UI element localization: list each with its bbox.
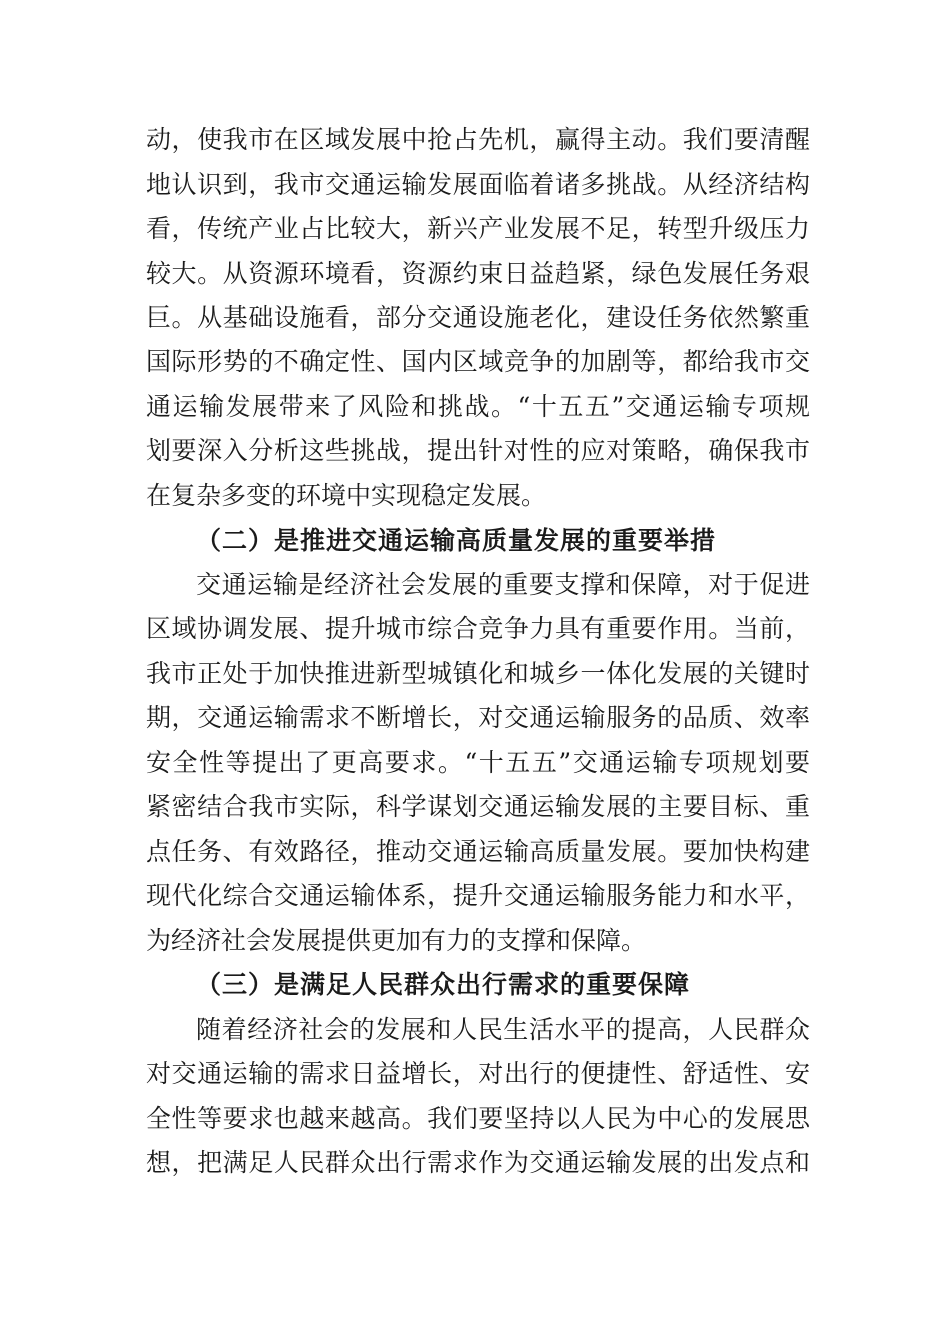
paragraph-line: 区域协调发展、提升城市综合竞争力具有重要作用。当前， [146, 614, 810, 643]
paragraph-line: 国际形势的不确定性、国内区域竞争的加剧等，都给我市交 [146, 347, 810, 376]
paragraph-line: 随着经济社会的发展和人民生活水平的提高，人民群众 [196, 1015, 810, 1044]
paragraph-line: 交通运输是经济社会发展的重要支撑和保障，对于促进 [196, 570, 810, 599]
section-heading: （三）是满足人民群众出行需求的重要保障 [196, 970, 691, 999]
paragraph-line: 在复杂多变的环境中实现稳定发展。 [146, 481, 547, 510]
section-heading: （二）是推进交通运输高质量发展的重要举措 [196, 526, 717, 555]
paragraph-line: 全性等要求也越来越高。我们要坚持以人民为中心的发展思 [146, 1104, 810, 1133]
paragraph-line: 紧密结合我市实际，科学谋划交通运输发展的主要目标、重 [146, 792, 810, 821]
paragraph-line: 对交通运输的需求日益增长，对出行的便捷性、舒适性、安 [146, 1059, 810, 1088]
paragraph-line: 点任务、有效路径，推动交通运输高质量发展。要加快构建 [146, 837, 810, 866]
paragraph-line: 动，使我市在区域发展中抢占先机，赢得主动。我们要清醒 [146, 125, 810, 154]
paragraph-line: 期，交通运输需求不断增长，对交通运输服务的品质、效率 [146, 703, 810, 732]
paragraph-line: 地认识到，我市交通运输发展面临着诸多挑战。从经济结构 [146, 170, 810, 199]
paragraph-line: 巨。从基础设施看，部分交通设施老化，建设任务依然繁重 [146, 303, 810, 332]
paragraph-line: 我市正处于加快推进新型城镇化和城乡一体化发展的关键时 [146, 659, 810, 688]
paragraph-line: 想，把满足人民群众出行需求作为交通运输发展的出发点和 [146, 1148, 810, 1177]
paragraph-line: 看，传统产业占比较大，新兴产业发展不足，转型升级压力 [146, 214, 810, 243]
paragraph-line: 通运输发展带来了风险和挑战。“十五五”交通运输专项规 [146, 392, 810, 421]
paragraph-line: 为经济社会发展提供更加有力的支撑和保障。 [146, 926, 647, 955]
paragraph-line: 较大。从资源环境看，资源约束日益趋紧，绿色发展任务艰 [146, 259, 810, 288]
paragraph-line: 划要深入分析这些挑战，提出针对性的应对策略，确保我市 [146, 436, 810, 465]
paragraph-line: 安全性等提出了更高要求。“十五五”交通运输专项规划要 [146, 748, 810, 777]
paragraph-line: 现代化综合交通运输体系，提升交通运输服务能力和水平， [146, 881, 810, 910]
